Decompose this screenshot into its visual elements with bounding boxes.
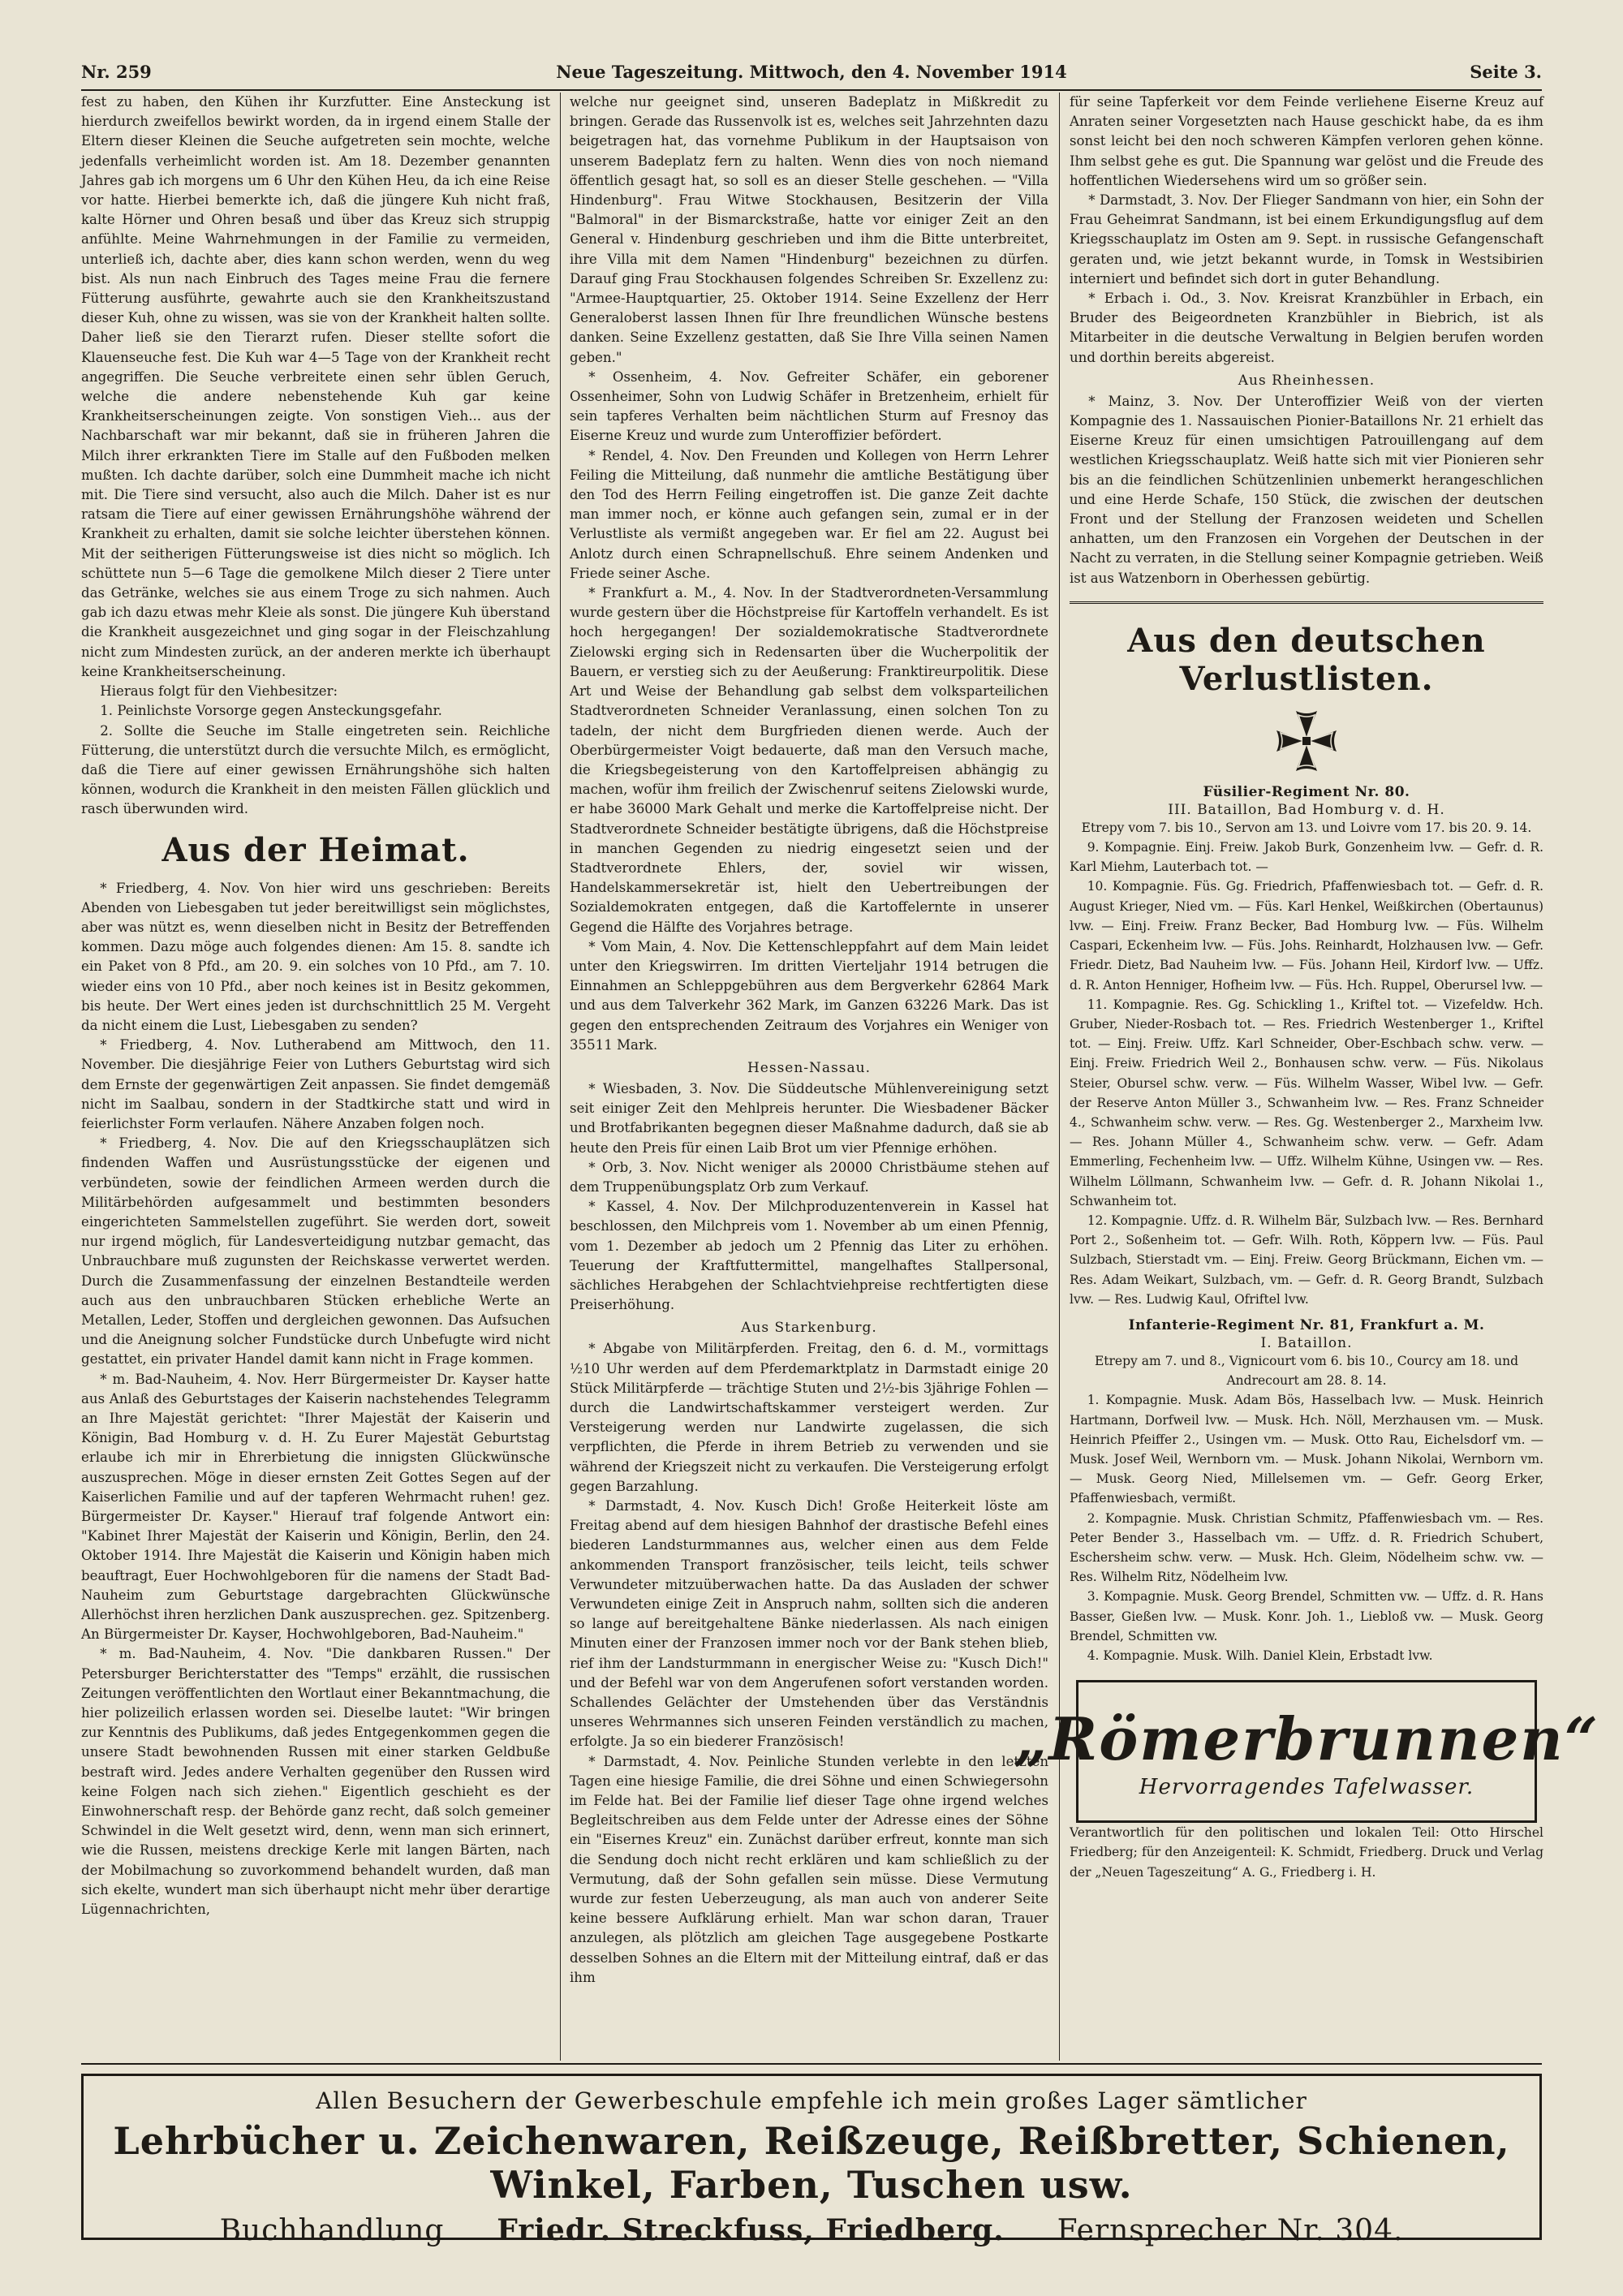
issue-number: Nr. 259: [81, 62, 152, 82]
article-text: * Friedberg, 4. Nov. Die auf den Kriegsschauplätzen sich findenden Waffen und Ausrüstungsstücke der eigenen und verbündeten, sowie der feindlichen Armeen werden durch die Militärbehörden aufgesammelt und bestimmten besonders eingerichteten Sammelstellen zugeführt. Sie werden dort, soweit nur irgend möglich, für Landesverteidigung nutzbar gemacht, das Unbrauchbare muß zugunsten der Reichskasse verwertet werden. Durch die Zusammenfassung der einzelnen Bestandteile werden auch aus den unbrauchbaren Stücken erhebliche Werte an Metallen, Leder, Stoffen und dergleichen gewonnen. Das Aufsuchen und die Aneignung solcher Fundstücke durch Unbefugte wird nicht gestattet, ein privater Handel damit kann nicht in Frage kommen.: [81, 1135, 550, 1368]
subsection-heading: Aus Rheinhessen.: [1238, 372, 1375, 389]
battle-dates: Etrepy vom 7. bis 10., Servon am 13. und Loivre vom 17. bis 20. 9. 14.: [1081, 820, 1532, 835]
casualty-list: 12. Kompagnie. Uffz. d. R. Wilhelm Bär, Sulzbach lvw. — Res. Bernhard Port 2., Soßenheim tot. — Gefr. Wilh. Roth, Köppern lvw. — Füs. Paul Sulzbach, Stierstadt vm. — Einj. Freiw. Georg Brückmann, Eichen vm. — Res. Adam Weikart, Sulzbach, vm. — Gefr. d. R. Georg Brandt, Sulzbach lvw. — Res. Ludwig Kaul, Ofriftel lvw.: [1070, 1213, 1543, 1307]
casualty-list: 2. Kompagnie. Musk. Christian Schmitz, Pfaffenwiesbach vm. — Res. Peter Bender 3., Hasselbach vm. — Uffz. d. R. Friedrich Schubert, Eschersheim schw. verw. — Musk. Hch. Gleim, Nödelheim schw. vw. — Res. Wilhelm Ritz, Nödelheim lvw.: [1070, 1510, 1543, 1585]
article-text: * Friedberg, 4. Nov. Von hier wird uns geschrieben: Bereits Abenden von Liebesgaben tut jeder bereitwilligst sein möglichstes, aber was nützt es, wenn dieselben nicht in Besitz der Betreffenden kommen. Dazu möge auch folgendes dienen: Am 15. 8. sandte ich ein Paket von 8 Pfd., am 20. 9. ein solches von 10 Pfd., am 7. 10. wieder eins von 10 Pfd., aber noch keines ist in Besitz gekommen, bis heute. Der Wert eines jeden ist durchschnittlich 25 M. Vergeht da nicht einem die Lust, Liebesgaben zu senden?: [81, 880, 550, 1033]
article-text: * m. Bad-Nauheim, 4. Nov. "Die dankbaren Russen." Der Petersburger Berichterstatter des "Temps" erzählt, die russischen Zeitungen veröffentlichten den Wortlaut einer Bekanntmachung, die hier polizeilich erlassen worden sei. Dieselbe lautet: "Wir bringen zur Kenntnis des Publikums, daß jedes Entgegenkommen gegen die unsere Stadt bewohnenden Russen mit einer starken Geldbuße bestraft wird. Jedes andere Verhalten gegenüber den Russen wird keine Folgen nach sich ziehen." Eigentlich geschieht es der Einwohnerschaft resp. der Behörde ganz recht, daß solch gemeiner Schwindel in die Welt gesetzt wird, denn, wenn man sich erinnert, wie die Russen, meistens dreckige Kerle mit langen Bärten, nach der Mobilmachung so zuvorkommend behandelt wurden, daß man sich ekelte, wundert man sich überhaupt nicht mehr über derartige Lügennachrichten,: [81, 1646, 550, 1918]
ad-line-3: [84, 2213, 1539, 2247]
article-text: welche nur geeignet sind, unseren Badeplatz in Mißkredit zu bringen. Gerade das Russenvolk ist es, welches seit Jahrzehnten dazu beigetragen hat, das vornehme Publikum in der Hauptsaison von unserem Badeplatz fern zu halten. Wenn dies von noch niemand öffentlich gesagt hat, so soll es an dieser Stelle geschehen. — "Villa Hindenburg". Frau Witwe Stockhausen, Besitzerin der Villa "Balmoral" in der Bismarckstraße, hatte vor einiger Zeit an den General v. Hindenburg geschrieben und ihm die Bitte unterbreitet, ihre Villa mit dem Namen "Hindenburg" bezeichnen zu dürfen. Darauf ging Frau Stockhausen folgendes Schreiben Sr. Exzellenz zu: "Armee-Hauptquartier, 25. Oktober 1914. Seine Exzellenz der Herr Generaloberst lassen Ihnen für Ihre freundlichen Wünsche bestens danken. Seine Exzellenz gestatten, daß Sie Ihre Villa seinen Namen geben.": [570, 94, 1048, 365]
regiment-heading: Infanterie-Regiment Nr. 81, Frankfurt a. M.: [1128, 1316, 1485, 1333]
bataillon-heading: III. Bataillon, Bad Homburg v. d. H.: [1168, 801, 1445, 818]
ad-bookstore-name: Friedr. Streckfuss, Friedberg.: [497, 2213, 1005, 2247]
article-text: * Ossenheim, 4. Nov. Gefreiter Schäfer, ein geborener Ossenheimer, Sohn von Ludwig Schäfer in Bretzenheim, erhielt für sein tapferes Verhalten beim nächtlichen Sturm auf Fresnoy das Eiserne Kreuz und wurde zum Unteroffizier befördert.: [570, 368, 1048, 444]
page-number: Seite 3.: [1470, 62, 1542, 82]
article-text: * Rendel, 4. Nov. Den Freunden und Kollegen von Herrn Lehrer Feiling die Mitteilung, daß nunmehr die amtliche Bestätigung über den Tod des Herrn Feiling eingetroffen ist. Die ganze Zeit dachte man immer noch, er könne auch gefangen sein, zumal er in der Verlustliste als vermißt angegeben war. Er fiel am 22. August bei Anlotz durch einen Schrapnellschuß. Ehre seinem Andenken und Friede seiner Asche.: [570, 447, 1048, 581]
column-1: [81, 93, 550, 2061]
article-text: * Kassel, 4. Nov. Der Milchproduzentenverein in Kassel hat beschlossen, den Milchpreis vom 1. November ab um einen Pfennig, vom 1. Dezember ab jedoch um 2 Pfennig das Liter zu erhöhen. Teuerung der Kraftfuttermittel, mangelhaftes Stallpersonal, sächliches Herabgehen der Schlachtviehpreise rechtfertigten diese Preiserhöhung.: [570, 1199, 1048, 1313]
article-text: * Orb, 3. Nov. Nicht weniger als 20000 Christbäume stehen auf dem Truppenübungsplatz Orb zum Verkauf.: [570, 1159, 1048, 1195]
ad-phone: Fernsprecher Nr. 304.: [1057, 2214, 1404, 2247]
subsection-heading: Hessen-Nassau.: [747, 1059, 872, 1076]
article-text: Hieraus folgt für den Viehbesitzer:: [100, 683, 338, 700]
article-text: * Darmstadt, 4. Nov. Peinliche Stunden verlebte in den letzten Tagen eine hiesige Familie, die drei Söhne und einen Schwiegersohn im Felde hat. Bei der Familie lief dieser Tage ohne irgend welches Begleitschreiben aus dem Felde unter der Adresse eines der Söhne ein "Eisernes Kreuz" ein. Zunächst darüber erfreut, konnte man sich die Sendung doch nicht recht erklären und kam schließlich zu der Vermutung, daß der Sohn gefallen sein müsse. Diese Vermutung wurde zur festen Ueberzeugung, als man auch von anderer Seite keine bessere Aufklärung erhielt. Man war schon daran, Trauer anzulegen, als plötzlich am gleichen Tage ausgegebene Postkarte desselben Sohnes an die Eltern mit der Mitteilung eintraf, daß er das ihm: [570, 1753, 1048, 1985]
column-3: [1013, 93, 1600, 2061]
casualty-list: 4. Kompagnie. Musk. Wilh. Daniel Klein, Erbstadt lvw.: [1087, 1648, 1433, 1663]
section-title-heimat: Aus der Heimat.: [161, 830, 470, 869]
casualty-list: 9. Kompagnie. Einj. Freiw. Jakob Burk, Gonzenheim lvw. — Gefr. d. R. Karl Miehm, Lauterbach tot. —: [1070, 840, 1543, 875]
casualty-list: 10. Kompagnie. Füs. Gg. Friedrich, Pfaffenwiesbach tot. — Gefr. d. R. August Krieger, Nied vm. — Füs. Karl Henkel, Weißkirchen (Obertaunus) lvw. — Einj. Freiw. Franz Becker, Bad Homburg lvw. — Füs. Wilhelm Caspari, Eckenheim lvw. — Füs. Johs. Reinhardt, Holzhausen lvw. — Gefr. Friedr. Dietz, Bad Nauheim lvw. — Füs. Johann Heil, Kirdorf lvw. — Uffz. d. R. Anton Henniger, Hofheim lvw. — Füs. Hch. Ruppel, Oberursel lvw. —: [1070, 879, 1543, 993]
masthead-date: Neue Tageszeitung. Mittwoch, den 4. November 1914: [556, 62, 1067, 82]
ad-line-2: Lehrbücher u. Zeichenwaren, Reißzeuge, Reißbretter, Schienen, Winkel, Farben, Tuschen usw.: [113, 2119, 1510, 2207]
ad-tagline: Hervorragendes Tafelwasser.: [1139, 1774, 1474, 1799]
article-text: * m. Bad-Nauheim, 4. Nov. Herr Bürgermeister Dr. Kayser hatte aus Anlaß des Geburtstages der Kaiserin nachstehendes Telegramm an Ihre Majestät gerichtet: "Ihrer Majestät der Kaiserin und Königin, Bad Homburg v. d. H. Zu Eurer Majestät Geburtstag erlaube ich mir in Ehrerbietung die innigsten Glückwünsche auszusprechen. Möge in dieser ernsten Zeit Gottes Segen auf der Kaiserlichen Familie und auf der tapferen Wehrmacht ruhen! gez. Bürgermeister Dr. Kayser." Hierauf traf folgende Antwort ein: "Kabinet Ihrer Majestät der Kaiserin und Königin, Berlin, den 24. Oktober 1914. Ihre Majestät die Kaiserin und Königin haben mich beauftragt, Euer Hochwohlgeboren für die namens der Stadt Bad-Nauheim zum Geburtstage dargebrachten Glückwünsche Allerhöchst ihren herzlichen Dank auszusprechen. gez. Spitzenberg. An Bürgermeister Dr. Kayser, Hochwohlgeboren, Bad-Nauheim.": [81, 1371, 550, 1643]
footer-rule: [81, 2063, 1542, 2065]
iron-cross-icon: [1070, 706, 1543, 776]
casualty-list: 11. Kompagnie. Res. Gg. Schickling 1., Kriftel tot. — Vizefeldw. Hch. Gruber, Nieder-Rosbach tot. — Res. Friedrich Westenberger 1., Kriftel tot. — Einj. Freiw. Uffz. Karl Schneider, Ober-Eschbach schw. verw. — Einj. Freiw. Friedrich Weil 2., Bonhausen schw. verw. — Füs. Nikolaus Steier, Obursel schw. verw. — Füs. Wilhelm Wasser, Wibel lvw. — Gefr. der Reserve Anton Müller 3., Schwanheim lvw. — Res. Franz Schneider 4., Schwanheim schw. verw. — Res. Gg. Westenberger 2., Marxheim lvw. — Res. Johann Müller 4., Schwanheim schw. verw. — Gefr. Adam Emmerling, Fechenheim lvw. — Uffz. Wilhelm Kühne, Usingen vw. — Res. Wilhelm Löllmann, Schwanheim lvw. — Gefr. d. R. Johann Nikolai 1., Schwanheim tot.: [1070, 997, 1543, 1208]
article-text: * Abgabe von Militärpferden. Freitag, den 6. d. M., vormittags ½10 Uhr werden auf dem Pferdemarktplatz in Darmstadt einige 20 Stück Militärpferde — trächtige Stuten und 2½-bis 3jährige Fohlen — durch die Landwirtschaftskammer versteigert werden. Zur Versteigerung werden nur Landwirte zugelassen, die sich verpflichten, die Pferde in ihrem Betrieb zu verwenden und sie während der Kriegszeit nicht zu verkaufen. Die Versteigerung erfolgt gegen Barzahlung.: [570, 1341, 1048, 1494]
article-text: * Erbach i. Od., 3. Nov. Kreisrat Kranzbühler in Erbach, ein Bruder des Beigeordneten Kranzbühler in Biebrich, ist als Mitarbeiter in die deutsche Verwaltung in Belgien berufen worden und dorthin bereits abgereist.: [1070, 291, 1543, 365]
page-header: [81, 58, 1542, 91]
header-rule: [81, 89, 1542, 91]
article-text: 2. Sollte die Seuche im Stalle eingetreten sein. Reichliche Fütterung, die unterstützt durch die versuchte Milch, es ermöglicht, daß die Tiere auf einer gewissen Ernährungshöhe sich halten können, wodurch die Krankheit in den meisten Fällen glücklich und rasch überwunden wird.: [81, 722, 550, 817]
column-2: [570, 93, 1048, 2061]
subsection-heading: Aus Starkenburg.: [741, 1320, 877, 1337]
article-text: * Wiesbaden, 3. Nov. Die Süddeutsche Mühlenvereinigung setzt seit einiger Zeit den Mehlpreis herunter. Die Wiesbadener Bäcker und Brotfabrikanten begegnen dieser Maßnahme dadurch, daß sie ab heute den Preis für einen Laib Brot um vier Pfennige erhöhen.: [570, 1080, 1048, 1156]
article-text: für seine Tapferkeit vor dem Feinde verliehene Eiserne Kreuz auf Anraten seiner Vorgesetzten nach Hause geschickt habe, da es ihm sonst leicht bei den noch schweren Kämpfen verloren gehen könne. Ihm selbst gehe es gut. Die Spannung war gelöst und die Freude des hoffentlichen Wiedersehens wird um so größer sein.: [1070, 94, 1543, 188]
article-text: * Frankfurt a. M., 4. Nov. In der Stadtverordneten-Versammlung wurde gestern über die Höchstpreise für Kartoffeln verhandelt. Es ist hoch hergegangen! Der sozialdemokratische Stadtverordnete Zielowski erging sich in Redensarten über die Wucherpolitik der Bauern, er verstieg sich zu der Aeußerung: Franktireurpolitik. Diese Art und Weise der Behandlung gab selbst dem volksparteilichen Stadtverordneten Schneider Veranlassung, einen solchen Ton zu tadeln, der nicht dem Burgfrieden dienen werde. Auch der Oberbürgermeister Voigt bedauerte, daß man den Versuch mache, die Kriegsbegeisterung von den Kartoffelpreisen abhängig zu machen, wofür ihm freilich der Zwischenruf seitens Zielowski wurde, er habe 36000 Mark Gehalt und merke die Kartoffelpreise nicht. Der Stadtverordnete Schneider bestätigte übrigens, daß die Höchstpreise in manchen Gegenden zu niedrig eingesetzt seien und der Stadtverordnete Ehlers, der, soviel wir wissen, Handelskammersekretär ist, hielt den Uebertreibungen der Sozialdemokraten entgegen, daß die Kartoffelernte in unserer Gegend die Hälfte des Vorjahres betrage.: [570, 585, 1048, 935]
battle-dates: Etrepy am 7. und 8., Vignicourt vom 6. bis 10., Courcy am 18. und Andrecourt am 28. 8. 14.: [1094, 1353, 1519, 1389]
ad-line-1: Allen Besuchern der Gewerbeschule empfehle ich mein großes Lager sämtlicher: [316, 2087, 1307, 2114]
ad-bookstore-label: Buchhandlung: [219, 2214, 445, 2247]
article-text: fest zu haben, den Kühen ihr Kurzfutter. Eine Ansteckung ist hierdurch zweifellos bewirkt worden, da in irgend einem Stalle der Eltern dieser Kleinen die Seuche aufgetreten sein mochte, welche jedenfalls verheimlicht worden ist. Am 18. Dezember genannten Jahres gab ich morgens um 6 Uhr den Kühen Heu, da ich eine Reise vor hatte. Hierbei bemerkte ich, daß die jüngere Kuh nicht fraß, kalte Hörner und Ohren besaß und über das Kreuz sich struppig anfühlte. Meine Wahrnehmungen in der Familie zu vermeiden, unterließ ich, dachte aber, dies kann schon werden, wenn du weg bist. Als nun nach Einbruch des Tages meine Frau die fernere Fütterung ausführte, gewahrte auch sie den Krankheitszustand dieser Kuh, ohne zu wissen, was sie von der Krankheit halten sollte. Daher ließ sie den Tierarzt rufen. Dieser stellte sofort die Klauenseuche fest. Die Kuh war 4—5 Tage von der Krankheit recht angegriffen. Die Seuche verbreitete einen sehr üblen Geruch, welche die andere nebenstehende Kuh gar keine Krankheitserscheinungen zeigte. Von sonstigen Vieh... aus der Nachbarschaft war mir bekannt, daß sie in früheren Jahren die Milch ihrer erkrankten Tiere im Stalle auf den Fußboden melken mußten. Ich dachte darüber, solch eine Dummheit mache ich nicht mit. Die Tiere sind versucht, also auch die Milch. Daher ist es nur ratsam die Tiere auf einer gewissen Ernährungshöhe während der Krankheit zu erhalten, damit sie solche leichter überstehen können. Mit der seitherigen Fütterungsweise ist dies nicht so möglich. Ich schüttete nun 5—6 Tage die gemolkene Milch dieser 2 Tiere unter das Getränke, welches sie aus einem Troge zu sich nahmen. Auch gab ich dazu etwas mehr Kleie als sonst. Die jüngere Kuh überstand die Krankheit ausgezeichnet und ging sogar in der Fleischzahlung nicht zum Mindesten zurück, an der anderen merkte ich überhaupt keine Krankheitserscheinung.: [81, 94, 550, 679]
impressum: Verantwortlich für den politischen und lokalen Teil: Otto Hirschel Friedberg; für den Anzeigenteil: K. Schmidt, Friedberg. Druck und Verlag der „Neuen Tageszeitung“ A. G., Friedberg i. H.: [1070, 1825, 1543, 1880]
article-text: * Darmstadt, 4. Nov. Kusch Dich! Große Heiterkeit löste am Freitag abend auf dem hiesigen Bahnhof der drastische Befehl eines biederen Landsturmmannes aus, welcher einen aus dem Felde ankommenden Transport französischer, teils leicht, teils schwer Verwundeter mitzuüberwachen hatte. Da das Ausladen der schwer Verwundeten einige Zeit in Anspruch nahm, sollten sich die anderen so lange auf bereitgehaltene Bänke niederlassen. Als nach einigen Minuten einer der Franzosen immer noch vor der Bank stehen blieb, rief ihm der Landsturmmann in energischer Weise zu: "Kusch Dich!" und der Befehl war von dem Angerufenen sofort verstanden worden. Schallendes Gelächter der Umstehenden über das Verständnis unseres Wehrmannes sich unseren Feinden verständlich zu machen, erfolgte. Ja so ein biederer Französisch!: [570, 1498, 1048, 1750]
casualty-list: 1. Kompagnie. Musk. Adam Bös, Hasselbach lvw. — Musk. Heinrich Hartmann, Dorfweil lvw. — Musk. Hch. Nöll, Merzhausen vm. — Musk. Heinrich Pfeiffer 2., Usingen vm. — Musk. Otto Rau, Eichelsdorf vm. — Musk. Josef Weil, Wernborn vm. — Musk. Johann Nikolai, Wernborn vm. — Musk. Georg Nied, Millelsemen vm. — Gefr. Georg Erker, Pfaffenwiesbach, vermißt.: [1070, 1393, 1543, 1506]
regiment-heading: Füsilier-Regiment Nr. 80.: [1203, 783, 1410, 800]
section-title-verlustlisten: Aus den deutschen Verlustlisten.: [1070, 601, 1543, 698]
article-text: * Vom Main, 4. Nov. Die Kettenschleppfahrt auf dem Main leidet unter den Kriegswirren. Im dritten Vierteljahr 1914 betrugen die Einnahmen an Schleppgebühren aus dem Bergverkehr 62864 Mark und aus dem Talverkehr 362 Mark, im Ganzen 63226 Mark. Das ist gegen den entsprechenden Zeitraum des Vorjahres ein Weniger von 35511 Mark.: [570, 938, 1048, 1053]
ad-brand-name: „Römerbrunnen“: [1013, 1704, 1600, 1773]
bataillon-heading: I. Bataillon.: [1260, 1334, 1353, 1351]
article-text: 1. Peinlichste Vorsorge gegen Ansteckungsgefahr.: [100, 703, 442, 719]
bookstore-ad: [81, 2074, 1542, 2247]
article-text: * Mainz, 3. Nov. Der Unteroffizier Weiß von der vierten Kompagnie des 1. Nassauischen Pionier-Bataillons Nr. 21 erhielt das Eiserne Kreuz für einen umsichtigen Patrouillengang auf dem westlichen Kriegsschauplatz. Weiß hatte sich mit vier Pionieren sehr bis an die feindlichen Schützenlinien unbemerkt herangeschlichen und eine Herde Schafe, 150 Stück, die zwischen der deutschen Front und der Stellung der Franzosen weideten und Schellen anhatten, um den Franzosen ein Vorgehen der Deutschen in der Nacht zu verraten, in die Stellung seiner Kompagnie getrieben. Weiß ist aus Watzenborn in Oberhessen gebürtig.: [1070, 393, 1543, 586]
column-rule-1: [560, 93, 561, 2061]
article-text: * Darmstadt, 3. Nov. Der Flieger Sandmann von hier, ein Sohn der Frau Geheimrat Sandmann, ist bei einem Erkundigungsflug auf dem Kriegsschauplatz im Osten am 9. Sept. in russische Gefangenschaft geraten und, wie jetzt bekannt wurde, in Tomsk in Westsibirien interniert und befindet sich dort in guter Behandlung.: [1070, 192, 1543, 286]
roemerbrunnen-ad: [1013, 1680, 1600, 1823]
article-text: * Friedberg, 4. Nov. Lutherabend am Mittwoch, den 11. November. Die diesjährige Feier von Luthers Geburtstag wird sich dem Ernste der gegenwärtigen Zeit anpassen. Sie findet demgemäß nicht im Saalbau, sondern in der Stadtkirche statt und wird in feierlichster Form verlaufen. Nähere Anzaben folgen noch.: [81, 1037, 550, 1131]
casualty-list: 3. Kompagnie. Musk. Georg Brendel, Schmitten vw. — Uffz. d. R. Hans Basser, Gießen lvw. — Musk. Konr. Joh. 1., Liebloß vw. — Musk. Georg Brendel, Schmitten vw.: [1070, 1589, 1543, 1643]
